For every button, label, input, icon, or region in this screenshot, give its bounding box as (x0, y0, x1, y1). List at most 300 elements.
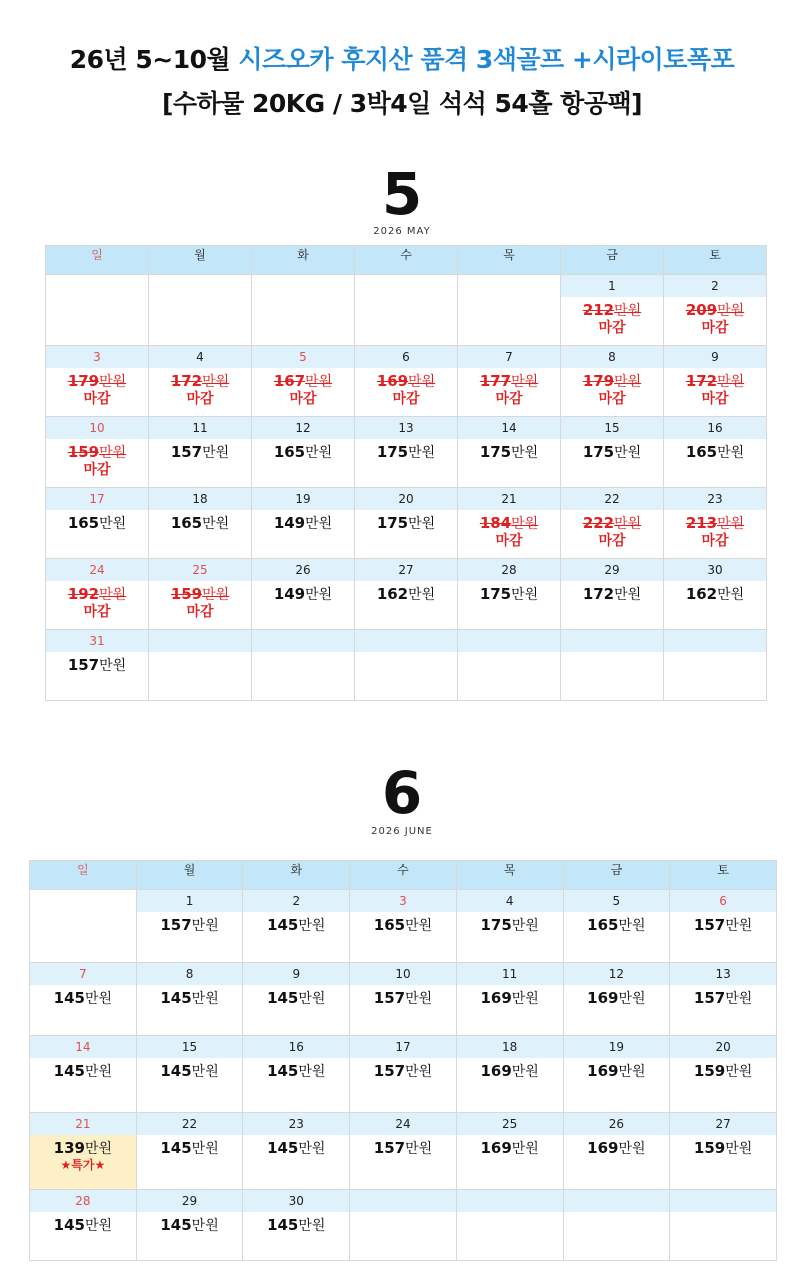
closed-badge: 마감 (701, 533, 729, 549)
price-unit: 만원 (408, 516, 436, 532)
date-number: 23 (243, 1113, 349, 1135)
price-label (46, 443, 148, 462)
price-value: 145 (267, 1062, 299, 1080)
date-number: 23 (664, 488, 766, 510)
price-unit: 만원 (405, 1141, 433, 1157)
price-block (670, 1139, 776, 1158)
price-unit: 만원 (511, 516, 539, 532)
price-value: 145 (160, 1216, 192, 1234)
may-month-label: 2026 MAY (373, 226, 431, 237)
price-block (46, 372, 148, 407)
price-unit: 만원 (305, 587, 333, 603)
day-cell[interactable] (243, 890, 350, 963)
price-block (243, 1216, 349, 1235)
empty-date-strip (561, 630, 663, 652)
price-value: 157 (160, 916, 192, 934)
price-value: 209 (685, 301, 718, 319)
day-cell[interactable] (563, 890, 670, 963)
day-cell[interactable] (252, 488, 355, 559)
date-number: 26 (564, 1113, 670, 1135)
price-unit: 만원 (408, 374, 436, 390)
day-cell[interactable] (30, 1113, 137, 1190)
price-unit: 만원 (725, 991, 753, 1007)
price-unit: 만원 (84, 991, 113, 1007)
day-cell[interactable] (30, 1190, 137, 1261)
price-label (137, 916, 243, 935)
price-unit: 만원 (725, 918, 753, 934)
price-unit: 만원 (191, 918, 219, 934)
day-cell[interactable] (561, 346, 664, 417)
price-unit: 만원 (511, 1064, 539, 1080)
price-unit: 만원 (405, 918, 433, 934)
day-cell[interactable] (670, 890, 777, 963)
date-number: 26 (252, 559, 354, 581)
price-block (46, 443, 148, 478)
day-cell[interactable] (355, 559, 458, 630)
empty-day-cell (561, 630, 664, 701)
june-month-label: 2026 JUNE (371, 826, 433, 837)
day-cell[interactable] (561, 417, 664, 488)
price-block (458, 372, 560, 407)
date-number: 22 (561, 488, 663, 510)
price-block (670, 1062, 776, 1081)
day-cell[interactable] (563, 963, 670, 1036)
day-cell[interactable] (670, 963, 777, 1036)
closed-badge: 마감 (186, 604, 214, 620)
day-cell[interactable] (136, 963, 243, 1036)
day-cell[interactable] (350, 963, 457, 1036)
date-number: 9 (243, 963, 349, 985)
price-value: 159 (67, 443, 100, 461)
date-number: 28 (458, 559, 560, 581)
day-cell[interactable] (355, 417, 458, 488)
day-cell[interactable] (458, 559, 561, 630)
empty-day-cell (252, 275, 355, 346)
day-cell[interactable] (350, 1113, 457, 1190)
price-label (561, 443, 663, 462)
day-cell[interactable] (664, 346, 767, 417)
price-value: 162 (376, 585, 409, 603)
price-unit: 만원 (202, 374, 230, 390)
price-value: 157 (373, 1062, 406, 1080)
day-cell[interactable] (561, 559, 664, 630)
empty-day-cell (149, 275, 252, 346)
price-unit: 만원 (511, 991, 539, 1007)
date-number: 17 (46, 488, 148, 510)
special-offer-badge: ★특가★ (60, 1158, 106, 1172)
day-cell[interactable] (456, 1113, 563, 1190)
date-number: 8 (561, 346, 663, 368)
price-block (355, 443, 457, 462)
date-number: 25 (149, 559, 251, 581)
day-cell[interactable] (243, 963, 350, 1036)
price-block (252, 443, 354, 462)
price-value: 145 (53, 1216, 85, 1234)
price-block (457, 916, 563, 935)
day-cell[interactable] (670, 1113, 777, 1190)
empty-day-cell (252, 630, 355, 701)
price-label (243, 1062, 349, 1081)
price-label (561, 372, 663, 391)
weekday-header: 토 (664, 246, 767, 275)
price-block (149, 585, 251, 620)
day-cell[interactable] (149, 346, 252, 417)
date-number: 3 (46, 346, 148, 368)
week-row (30, 1113, 777, 1190)
price-value: 165 (587, 916, 619, 934)
price-label (149, 585, 251, 604)
price-block (355, 514, 457, 533)
price-label (252, 372, 354, 391)
date-number: 9 (664, 346, 766, 368)
price-block (564, 1139, 670, 1158)
price-label (564, 1139, 670, 1158)
price-value: 172 (582, 585, 615, 603)
day-cell[interactable] (46, 488, 149, 559)
price-block (252, 585, 354, 604)
price-block (243, 916, 349, 935)
empty-date-strip (30, 890, 136, 912)
price-block (458, 585, 560, 604)
closed-badge: 마감 (701, 320, 729, 336)
price-block (457, 1139, 563, 1158)
price-label (457, 916, 563, 935)
date-number: 1 (137, 890, 243, 912)
day-cell[interactable] (46, 630, 149, 701)
date-number: 27 (355, 559, 457, 581)
closed-badge: 마감 (392, 391, 420, 407)
price-label (458, 372, 560, 391)
week-row (46, 559, 767, 630)
closed-badge: 마감 (186, 391, 214, 407)
price-label (350, 916, 456, 935)
price-unit: 만원 (618, 918, 646, 934)
date-number: 18 (149, 488, 251, 510)
price-value: 145 (267, 989, 299, 1007)
empty-day-cell (355, 630, 458, 701)
price-label (564, 916, 670, 935)
price-unit: 만원 (511, 1141, 539, 1157)
price-label (458, 514, 560, 533)
price-value: 145 (267, 916, 299, 934)
day-cell[interactable] (136, 1190, 243, 1261)
date-number: 19 (564, 1036, 670, 1058)
date-number: 12 (252, 417, 354, 439)
day-cell[interactable] (136, 1036, 243, 1113)
price-block (458, 514, 560, 549)
price-value: 145 (160, 1062, 192, 1080)
empty-date-strip (350, 1190, 456, 1212)
price-unit: 만원 (614, 516, 642, 532)
day-cell[interactable] (563, 1113, 670, 1190)
price-label (664, 514, 766, 533)
price-label (458, 585, 560, 604)
price-value: 169 (587, 1139, 619, 1157)
day-cell[interactable] (456, 963, 563, 1036)
price-block (46, 514, 148, 533)
price-block (664, 514, 766, 549)
date-number: 15 (137, 1036, 243, 1058)
price-value: 175 (480, 916, 512, 934)
date-number: 2 (243, 890, 349, 912)
may-calendar (45, 245, 767, 701)
empty-date-strip (252, 275, 354, 297)
price-value: 212 (582, 301, 615, 319)
price-block (457, 989, 563, 1008)
date-number: 11 (149, 417, 251, 439)
price-block (561, 372, 663, 407)
price-unit: 만원 (614, 445, 642, 461)
price-value: 159 (693, 1062, 726, 1080)
empty-date-strip (458, 630, 560, 652)
price-label (457, 1139, 563, 1158)
price-value: 222 (582, 514, 615, 532)
day-cell[interactable] (350, 890, 457, 963)
price-unit: 만원 (405, 991, 433, 1007)
price-unit: 만원 (717, 516, 745, 532)
price-unit: 만원 (191, 1064, 219, 1080)
price-label (355, 372, 457, 391)
day-cell[interactable] (46, 559, 149, 630)
price-label (561, 514, 663, 533)
empty-date-strip (46, 275, 148, 297)
price-value: 165 (170, 514, 203, 532)
day-cell[interactable] (30, 1036, 137, 1113)
weekday-header: 화 (252, 246, 355, 275)
price-unit: 만원 (614, 303, 642, 319)
price-value: 169 (480, 1139, 512, 1157)
price-unit: 만원 (99, 445, 127, 461)
price-unit: 만원 (618, 1141, 646, 1157)
closed-badge: 마감 (83, 462, 111, 478)
price-block (355, 372, 457, 407)
day-cell[interactable] (456, 1036, 563, 1113)
price-label (564, 1062, 670, 1081)
day-cell[interactable] (252, 346, 355, 417)
date-number: 22 (137, 1113, 243, 1135)
price-block (664, 585, 766, 604)
day-cell[interactable] (149, 488, 252, 559)
price-value: 149 (273, 585, 306, 603)
day-cell[interactable] (664, 417, 767, 488)
date-number: 21 (30, 1113, 136, 1135)
price-unit: 만원 (202, 587, 230, 603)
price-block (664, 301, 766, 336)
price-unit: 만원 (511, 587, 539, 603)
price-unit: 만원 (191, 1218, 219, 1234)
empty-day-cell (350, 1190, 457, 1261)
date-number: 29 (561, 559, 663, 581)
price-value: 159 (170, 585, 203, 603)
price-unit: 만원 (202, 445, 230, 461)
day-cell[interactable] (136, 1113, 243, 1190)
weekday-header: 일 (30, 861, 137, 890)
date-number: 15 (561, 417, 663, 439)
price-block (243, 1139, 349, 1158)
price-unit: 만원 (618, 991, 646, 1007)
title-prefix: 26년 5~10월 (69, 45, 231, 74)
day-cell[interactable] (355, 346, 458, 417)
price-unit: 만원 (84, 1064, 113, 1080)
day-cell[interactable] (563, 1036, 670, 1113)
week-row (46, 630, 767, 701)
price-value: 169 (480, 989, 512, 1007)
day-cell[interactable] (136, 890, 243, 963)
empty-date-strip (355, 275, 457, 297)
price-label (561, 301, 663, 320)
day-cell[interactable] (350, 1036, 457, 1113)
price-unit: 만원 (717, 374, 745, 390)
price-value: 157 (693, 989, 726, 1007)
date-number: 4 (457, 890, 563, 912)
price-label (670, 989, 776, 1008)
date-number: 2 (664, 275, 766, 297)
day-cell[interactable] (252, 417, 355, 488)
price-unit: 만원 (305, 445, 333, 461)
price-block (350, 989, 456, 1008)
day-cell[interactable] (561, 488, 664, 559)
date-number: 16 (243, 1036, 349, 1058)
price-block (350, 916, 456, 935)
empty-day-cell (355, 275, 458, 346)
closed-badge: 마감 (83, 391, 111, 407)
day-cell[interactable] (458, 346, 561, 417)
date-number: 1 (561, 275, 663, 297)
day-cell[interactable] (46, 346, 149, 417)
price-unit: 만원 (305, 374, 333, 390)
date-number: 6 (670, 890, 776, 912)
price-label (137, 989, 243, 1008)
price-label (137, 1139, 243, 1158)
day-cell[interactable] (664, 275, 767, 346)
price-block (30, 1062, 136, 1081)
june-month-number: 6 (381, 759, 423, 827)
day-cell[interactable] (46, 417, 149, 488)
empty-date-strip (670, 1190, 776, 1212)
price-unit: 만원 (717, 445, 745, 461)
price-block (30, 1216, 136, 1235)
day-cell[interactable] (670, 1036, 777, 1113)
price-unit: 만원 (305, 516, 333, 532)
price-block (561, 443, 663, 462)
date-number: 14 (30, 1036, 136, 1058)
price-unit: 만원 (84, 1141, 113, 1157)
day-cell[interactable] (149, 417, 252, 488)
closed-badge: 마감 (495, 391, 523, 407)
price-label (350, 989, 456, 1008)
closed-badge: 마감 (598, 533, 626, 549)
price-value: 145 (53, 989, 85, 1007)
weekday-header: 월 (149, 246, 252, 275)
page-title (0, 40, 804, 76)
day-cell[interactable] (664, 488, 767, 559)
price-value: 175 (479, 585, 512, 603)
date-number: 13 (670, 963, 776, 985)
price-value: 145 (267, 1139, 299, 1157)
price-value: 149 (273, 514, 306, 532)
price-label (252, 514, 354, 533)
price-value: 172 (685, 372, 718, 390)
date-number: 14 (458, 417, 560, 439)
price-label (457, 1062, 563, 1081)
price-value: 177 (479, 372, 512, 390)
empty-date-strip (149, 630, 251, 652)
closed-badge: 마감 (598, 320, 626, 336)
day-cell[interactable] (30, 963, 137, 1036)
price-value: 175 (376, 443, 409, 461)
day-cell[interactable] (243, 1113, 350, 1190)
price-label (243, 989, 349, 1008)
price-block (670, 989, 776, 1008)
price-value: 157 (693, 916, 726, 934)
price-label (252, 585, 354, 604)
closed-badge: 마감 (598, 391, 626, 407)
price-label (149, 372, 251, 391)
day-cell[interactable] (458, 488, 561, 559)
day-cell[interactable] (243, 1190, 350, 1261)
price-label (243, 1216, 349, 1235)
price-block (137, 1062, 243, 1081)
empty-date-strip (564, 1190, 670, 1212)
date-number: 31 (46, 630, 148, 652)
price-label (664, 585, 766, 604)
price-unit: 만원 (725, 1064, 753, 1080)
price-label (664, 443, 766, 462)
price-block (355, 585, 457, 604)
price-unit: 만원 (405, 1064, 433, 1080)
price-label (561, 585, 663, 604)
price-block (137, 989, 243, 1008)
price-unit: 만원 (725, 1141, 753, 1157)
price-value: 192 (67, 585, 100, 603)
price-label (46, 656, 148, 675)
price-block (243, 989, 349, 1008)
price-value: 169 (587, 989, 619, 1007)
empty-day-cell (149, 630, 252, 701)
day-cell[interactable] (456, 890, 563, 963)
price-value: 179 (67, 372, 100, 390)
date-number: 24 (46, 559, 148, 581)
date-number: 5 (564, 890, 670, 912)
date-number: 30 (664, 559, 766, 581)
date-number: 10 (46, 417, 148, 439)
price-label (664, 301, 766, 320)
price-label (350, 1139, 456, 1158)
day-cell[interactable] (149, 559, 252, 630)
price-label (243, 1139, 349, 1158)
empty-day-cell (46, 275, 149, 346)
day-cell[interactable] (252, 559, 355, 630)
price-block (561, 301, 663, 336)
price-value: 165 (273, 443, 306, 461)
price-block (137, 1216, 243, 1235)
may-month-number: 5 (381, 160, 423, 228)
day-cell[interactable] (243, 1036, 350, 1113)
price-block (457, 1062, 563, 1081)
week-row (30, 890, 777, 963)
price-label (149, 443, 251, 462)
day-cell[interactable] (664, 559, 767, 630)
empty-day-cell (670, 1190, 777, 1261)
date-number: 17 (350, 1036, 456, 1058)
price-value: 184 (479, 514, 512, 532)
price-unit: 만원 (618, 1064, 646, 1080)
day-cell[interactable] (458, 417, 561, 488)
day-cell[interactable] (355, 488, 458, 559)
price-unit: 만원 (99, 587, 127, 603)
day-cell[interactable] (561, 275, 664, 346)
price-unit: 만원 (717, 303, 745, 319)
